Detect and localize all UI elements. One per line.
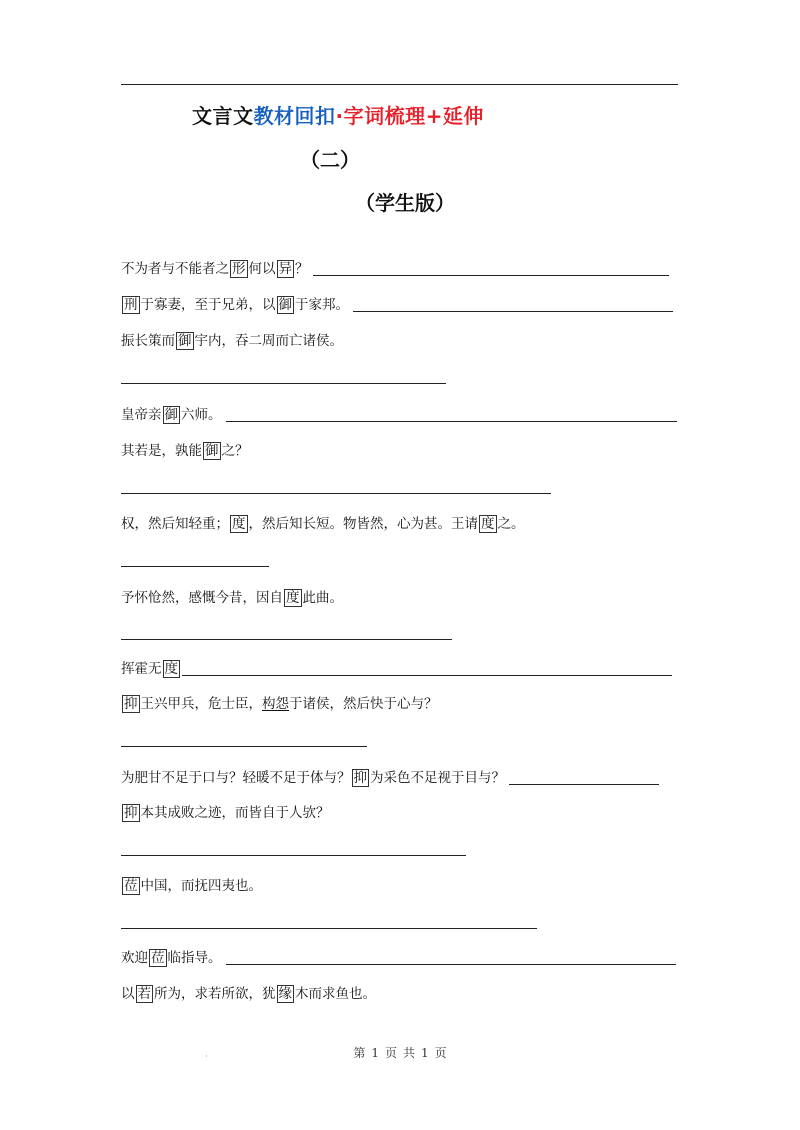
boxed-keyword: 度 [232, 516, 246, 532]
answer-blank[interactable] [121, 928, 537, 929]
exercise-line-11 [121, 801, 330, 825]
answer-blank[interactable] [121, 855, 466, 856]
sentence-text: 临指导。 [167, 950, 222, 966]
underlined-phrase: 构怨 [262, 696, 289, 712]
exercise-line-6 [121, 512, 525, 536]
footer-label-ye: 页 [384, 1046, 397, 1060]
subtitle-number: （二） [300, 148, 360, 172]
exercise-line-1 [121, 257, 669, 281]
answer-blank[interactable] [226, 421, 677, 422]
answer-blank[interactable] [509, 784, 659, 785]
sentence-text: 欢迎 [121, 950, 148, 966]
sentence-text: 于家邦。 [295, 297, 349, 313]
boxed-keyword: 御 [205, 443, 219, 459]
footer-total-pages: 1 [421, 1046, 429, 1060]
sentence-text: 所为，求若所欲，犹 [154, 986, 276, 1002]
title-part-3: ·字词梳理+延伸 [335, 104, 484, 128]
boxed-keyword: 缘 [278, 986, 292, 1002]
exercise-line-10 [121, 766, 659, 790]
exercise-line-5 [121, 439, 249, 463]
boxed-keyword: 若 [137, 986, 151, 1002]
answer-blank[interactable] [353, 311, 673, 312]
footer-page-number: 1 [371, 1046, 379, 1060]
document-title [192, 100, 484, 129]
boxed-keyword: 度 [286, 590, 300, 606]
exercise-line-13 [121, 946, 676, 970]
boxed-keyword: 刑 [124, 297, 138, 313]
sentence-text: 其若是，孰能 [121, 443, 202, 459]
sentence-text: 予怀怆然，感慨今昔，因自 [121, 590, 283, 606]
answer-blank[interactable] [182, 675, 672, 676]
page-footer [0, 1044, 800, 1061]
subtitle-edition: （学生版） [355, 191, 455, 215]
boxed-keyword: 抑 [124, 696, 138, 712]
sentence-text: ？ [295, 261, 309, 277]
answer-blank[interactable] [121, 746, 367, 747]
exercise-line-14 [121, 982, 376, 1006]
sentence-text: ，然后知长短。物皆然，心为甚。王请 [248, 516, 478, 532]
boxed-keyword: 抑 [124, 805, 138, 821]
exercise-line-8 [121, 657, 672, 681]
sentence-text: 权，然后知轻重； [121, 516, 229, 532]
sentence-text: 木而求鱼也。 [295, 986, 376, 1002]
sentence-text: 为采色不足视于目与？ [370, 770, 505, 786]
answer-blank[interactable] [121, 493, 551, 494]
footer-dot: · [205, 1052, 208, 1061]
footer-label-gong: 共 [403, 1046, 416, 1060]
sentence-text: 之？ [221, 443, 249, 459]
boxed-keyword: 御 [178, 333, 192, 349]
sentence-text: 此曲。 [302, 590, 343, 606]
sentence-text: 宇内，吞二周而亡诸侯。 [194, 333, 343, 349]
boxed-keyword: 抑 [353, 770, 367, 786]
answer-blank[interactable] [121, 383, 446, 384]
sentence-text: 何以 [248, 261, 276, 277]
footer-label-di: 第 [353, 1046, 366, 1060]
boxed-keyword: 度 [481, 516, 495, 532]
answer-blank[interactable] [121, 566, 269, 567]
answer-blank[interactable] [313, 275, 669, 276]
sentence-text: 本其成败之迹，而皆自于人欤？ [140, 805, 330, 821]
sentence-text: 不为者与不能者之 [121, 261, 229, 277]
sentence-text: 之。 [497, 516, 525, 532]
sentence-text: 王兴甲兵，危士臣， [140, 696, 262, 712]
sentence-text: 皇帝亲 [121, 407, 162, 423]
sentence-text: 以 [121, 986, 135, 1002]
sentence-text: 于寡妻，至于兄弟，以 [140, 297, 276, 313]
sentence-text: 中国，而抚四夷也。 [140, 878, 262, 894]
exercise-line-7 [121, 586, 343, 610]
sentence-text: 振长策而 [121, 333, 175, 349]
sentence-text: 为肥甘不足于口与？轻暖不足于体与？ [121, 770, 351, 786]
answer-blank[interactable] [226, 964, 676, 965]
boxed-keyword: 形 [232, 261, 246, 277]
exercise-line-12 [121, 874, 262, 898]
boxed-keyword: 异 [278, 261, 292, 277]
boxed-keyword: 御 [278, 297, 292, 313]
title-part-2: 教材回扣 [253, 104, 336, 128]
boxed-keyword: 莅 [124, 878, 138, 894]
sentence-text: 于诸侯，然后快于心与？ [289, 696, 438, 712]
boxed-keyword: 莅 [151, 950, 165, 966]
sentence-text: 挥霍无 [121, 661, 162, 677]
answer-blank[interactable] [121, 639, 452, 640]
exercise-line-2 [121, 293, 673, 317]
exercise-line-9 [121, 692, 438, 716]
footer-label-ye-2: 页 [434, 1046, 447, 1060]
sentence-text: 六师。 [181, 407, 222, 423]
top-rule [121, 84, 678, 85]
boxed-keyword: 度 [164, 661, 178, 677]
exercise-line-3 [121, 329, 343, 353]
boxed-keyword: 御 [164, 407, 178, 423]
title-part-1: 文言文 [192, 104, 254, 128]
exercise-line-4 [121, 403, 677, 427]
